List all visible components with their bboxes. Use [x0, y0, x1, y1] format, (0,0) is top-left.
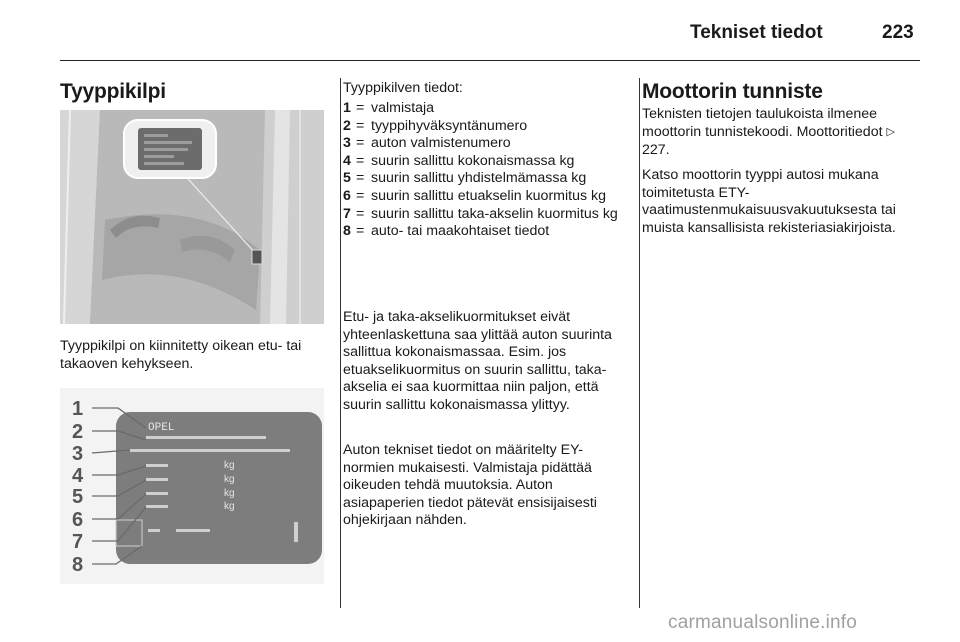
header-divider — [60, 60, 920, 61]
list-item-equals: = — [356, 223, 365, 240]
list-item — [343, 170, 628, 188]
list-item-equals: = — [356, 187, 365, 204]
standards-paragraph: Auton tekniset tiedot on määritelty EY-normien mukaisesti. Valmistaja pidättää oikeuden tehdä muutoksia. Auton asiapaperien tiedot pätevät ensisijaisesti ohjekirjaan nähden. — [343, 442, 597, 529]
plate-label-1: 1 — [72, 398, 84, 420]
plate-label-8: 8 — [72, 554, 84, 576]
type-plate-drawing — [60, 388, 324, 584]
plate-kg-3: kg — [224, 488, 235, 499]
plate-kg-1: kg — [224, 460, 235, 471]
plate-data-list — [343, 100, 628, 241]
list-item-text: suurin sallittu taka-akselin kuormitus kg — [371, 205, 618, 222]
list-item-number: 5 — [343, 170, 351, 187]
plate-kg-2: kg — [224, 474, 235, 485]
plate-label-2: 2 — [72, 421, 84, 443]
page-number: 223 — [882, 22, 914, 43]
page-header-title: Tekniset tiedot — [690, 22, 823, 43]
list-item-number: 2 — [343, 117, 351, 134]
list-item — [343, 135, 628, 153]
list-item-equals: = — [356, 152, 365, 169]
engine-id-text: Teknisten tietojen taulukoista ilmenee moottorin tunnistekoodi. Moottoritiedot — [642, 106, 883, 140]
list-item-equals: = — [356, 117, 365, 134]
list-item-number: 8 — [343, 223, 351, 240]
column-divider-left — [340, 78, 341, 608]
list-item-number: 3 — [343, 135, 351, 152]
plate-label-6: 6 — [72, 509, 84, 531]
page-reference-link[interactable]: 227 — [642, 142, 666, 159]
list-item-equals: = — [356, 100, 365, 116]
axle-load-paragraph: Etu- ja taka-akselikuormitukset eivät yhteenlaskettuna saa ylittää auton suurinta sallittua kokonaismassaa. Esim. jos etuakselikuormitus on suurin sallittu, taka-akselia ei saa kuormittaa niin paljon, että suurin sallittu kokonaismassa ylittyy. — [343, 309, 612, 413]
engine-id-paragraph — [642, 106, 924, 160]
list-item-number: 6 — [343, 187, 351, 204]
plate-label-5: 5 — [72, 486, 84, 508]
plate-brand: OPEL — [148, 422, 175, 434]
list-item-text: tyyppihyväksyntänumero — [371, 117, 528, 134]
plate-kg-4: kg — [224, 501, 235, 512]
list-item-equals: = — [356, 170, 365, 187]
list-item-text: auton valmistenumero — [371, 135, 511, 152]
list-item — [343, 118, 628, 136]
list-item-text: valmistaja — [371, 100, 435, 116]
type-plate-caption: Tyyppikilpi on kiinnitetty oikean etu- tai takaoven kehykseen. — [60, 338, 302, 372]
list-item-number: 4 — [343, 152, 351, 169]
list-item-equals: = — [356, 135, 365, 152]
list-item-equals: = — [356, 205, 365, 222]
column-divider-right — [639, 78, 640, 608]
page-reference-icon: ▷ — [886, 125, 895, 138]
list-item-text: suurin sallittu kokonaismassa kg — [371, 152, 575, 169]
list-item — [343, 206, 628, 224]
door-frame-illustration — [60, 110, 324, 324]
engine-id-end: . — [665, 142, 670, 159]
list-item-text: auto- tai maakohtaiset tiedot — [371, 223, 550, 240]
section-heading-engine-id: Moottorin tunniste — [642, 80, 823, 103]
plate-label-7: 7 — [72, 531, 84, 553]
list-item — [343, 100, 628, 118]
list-item-number: 1 — [343, 100, 351, 116]
list-item — [343, 188, 628, 206]
list-item-text: suurin sallittu etuakselin kuormitus kg — [371, 187, 606, 204]
plate-label-4: 4 — [72, 465, 84, 487]
watermark: carmanualsonline.info — [668, 612, 858, 633]
door-frame-image — [60, 110, 324, 324]
list-item — [343, 223, 628, 241]
list-item — [343, 153, 628, 171]
type-plate-diagram — [60, 388, 324, 584]
plate-label-3: 3 — [72, 443, 84, 465]
list-item-text: suurin sallittu yhdistelmämassa kg — [371, 170, 587, 187]
section-heading-type-plate: Tyyppikilpi — [60, 80, 166, 103]
list-item-number: 7 — [343, 205, 351, 222]
plate-data-intro: Tyyppikilven tiedot: — [343, 80, 463, 96]
engine-type-paragraph: Katso moottorin tyyppi autosi mukana toimitetusta ETY-vaatimustenmukaisuusvakuutuksesta tai muista kansallisista rekisteriasiakirjoista. — [642, 167, 896, 236]
